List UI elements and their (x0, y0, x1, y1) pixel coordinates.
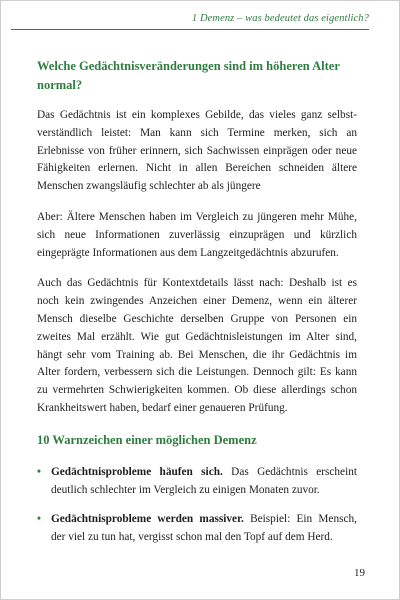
page-content (37, 57, 357, 559)
body-paragraph: Aber: Ältere Menschen haben im Vergleich zu jüngeren mehr Mühe, sich neue Informationen zuverlässig einzuprägen und kürzlich eingeprägte Informationen aus dem Langzeitgedächtnis abzurufen. (37, 210, 357, 259)
body-paragraph: Das Gedächtnis ist ein komplexes Gebilde, das vieles ganz selbstverständlich leistet: Man kann sich Termine merken, sich an Erlebnisse von früher erinnern, sich Sachwissen einprägen oder neue Fähigkeiten erlernen. Nicht in allen Bereichen schneiden ältere Menschen zwangsläufig schlechter ab als jüngere (37, 109, 357, 193)
running-head: 1 Demenz – was bedeutet das eigentlich? (11, 11, 369, 30)
warning-sign-title: Gedächtnisprobleme häufen sich. (51, 465, 223, 478)
page-number: 19 (354, 567, 365, 579)
warning-sign-item (37, 464, 357, 500)
section-heading-warning-signs: 10 Warnzeichen einer möglichen Demenz (37, 432, 257, 447)
warning-sign-list (37, 464, 357, 547)
warning-sign-text: Das Gedächtnis erscheint deutlich schlechter im Vergleich zu einigen Monaten zuvor. (51, 465, 358, 496)
warning-sign-item (37, 511, 357, 547)
body-paragraph: Auch das Gedächtnis für Kontextdetails lässt nach: Deshalb ist es noch kein zwingendes Anzeichen einer Demenz, wenn ein älterer Mensch dieselbe Geschichte derselben Gruppe von Personen ein zweites Mal erzählt. Wie gut Gedächtnisleistungen im Alter sind, hängt sehr vom Training ab. Bei Menschen, die ihr Gedächtnis im Alter fordern, verbessern sich die Leistungen. Dennoch gilt: Es kann zu vermehrten Schwierigkeiten kommen. Ob diese allerdings schon Krankheitswert haben, bedarf einer genaueren Prüfung. (37, 277, 357, 414)
section-heading-normal-changes: Welche Gedächtnisveränderungen sind im höheren Alter normal? (37, 59, 340, 92)
bullet-icon: • (37, 513, 41, 526)
bullet-icon: • (37, 465, 41, 478)
warning-sign-title: Gedächtnisprobleme werden massiver. (51, 513, 244, 526)
warning-sign-text: Beispiel: Ein Mensch, der viel zu tun hat, vergisst schon mal den Topf auf dem Herd. (51, 513, 357, 544)
